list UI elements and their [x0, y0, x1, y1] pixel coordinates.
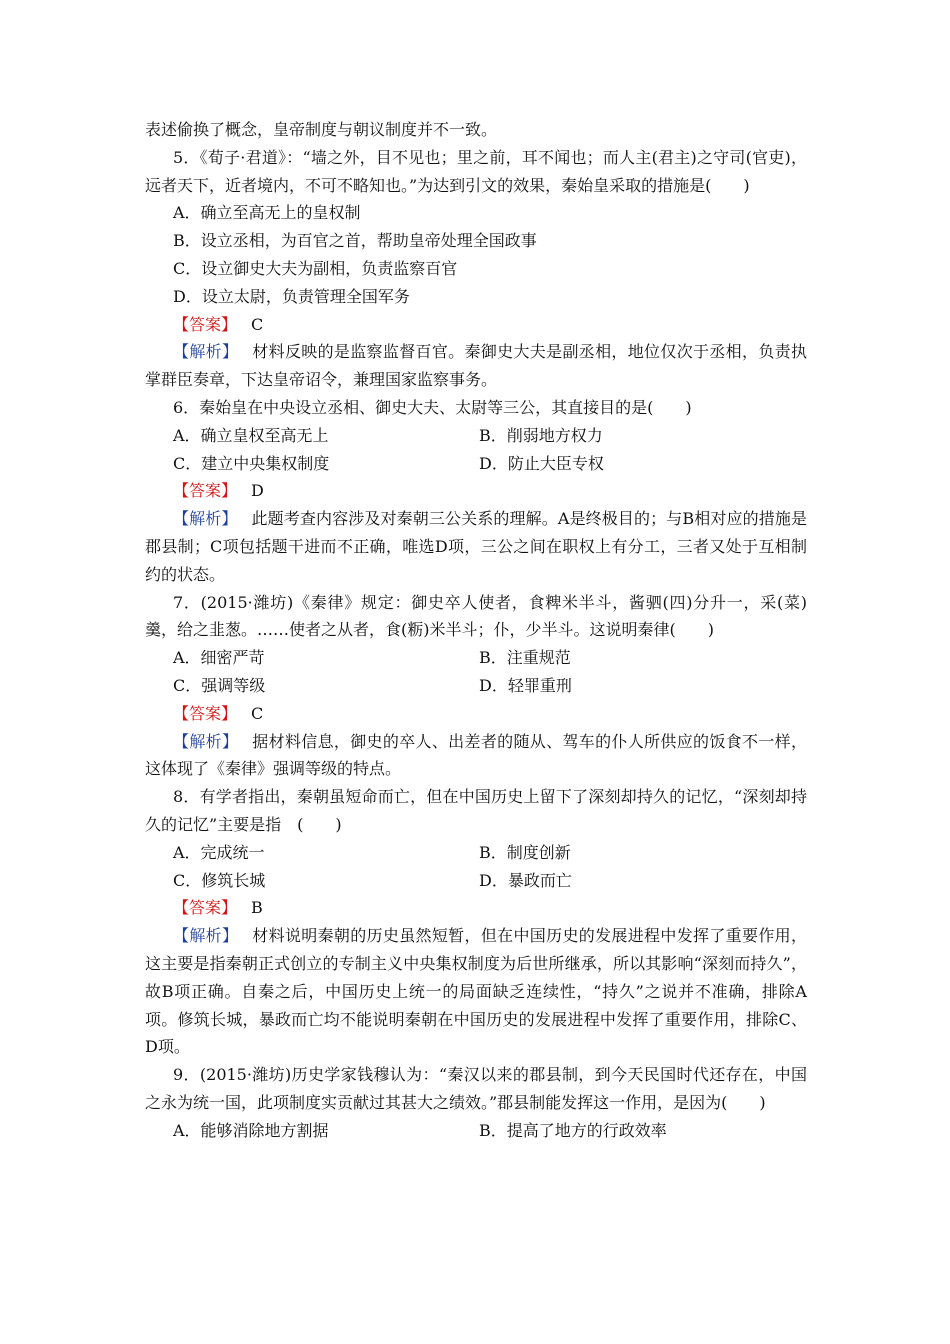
question-7-stem: 7．(2015·潍坊)《秦律》规定：御史卒人使者，食粺米半斗，酱驷(四)分升一，采(菜)羹，给之韭葱。……使者之从者，食(粝)米半斗；仆，少半斗。这说明秦律( )	[145, 592, 807, 640]
question-8-options-row-2	[145, 867, 807, 895]
question-7-option-a: A．细密严苛	[173, 648, 265, 668]
question-9-option-a: A．能够消除地方割据	[173, 1120, 329, 1140]
intro-text: 表述偷换了概念，皇帝制度与朝议制度并不一致。	[145, 120, 498, 139]
question-6-option-a: A．确立皇权至高无上	[173, 425, 329, 445]
question-5-option-d: D．设立太尉，负责管理全国军务	[173, 286, 410, 306]
document-page	[145, 116, 807, 1144]
question-6-explanation	[145, 505, 807, 588]
question-9-option-b: B．提高了地方的行政效率	[479, 1120, 667, 1140]
question-7-explanation	[145, 728, 807, 784]
question-7-options-row-1	[145, 644, 807, 672]
question-5-option-a: A．确立至高无上的皇权制	[173, 203, 361, 223]
explanation-text: 此题考查内容涉及对秦朝三公关系的理解。A是终极目的；与B相对应的措施是郡县制；C项包括题干进而不正确，唯选D项，三公之间在职权上有分工，三者又处于互相制约的状态。	[145, 509, 807, 584]
answer-tag: 【答案】	[173, 481, 238, 501]
explanation-tag: 【解析】	[173, 342, 239, 362]
question-8-option-c: C．修筑长城	[173, 870, 266, 890]
question-8-answer	[145, 894, 807, 922]
question-6-options-row-1	[145, 422, 807, 450]
explanation-text: 材料反映的是监察监督百官。秦御史大夫是副丞相，地位仅次于丞相，负责执掌群臣奏章，下达皇帝诏令，兼理国家监察事务。	[145, 342, 807, 390]
question-8-options-row-1	[145, 839, 807, 867]
answer-tag: 【答案】	[173, 898, 238, 918]
question-5-stem: 5．《荀子·君道》：“墙之外，目不见也；里之前，耳不闻也；而人主(君主)之守司(官吏)，远者天下，近者境内，不可不略知也。”为达到引文的效果，秦始皇采取的措施是( )	[145, 147, 807, 195]
question-7-option-c: C．强调等级	[173, 675, 266, 695]
answer-tag: 【答案】	[173, 314, 238, 334]
question-7-options-row-2	[145, 672, 807, 700]
question-5-option-b: B．设立丞相，为百官之首，帮助皇帝处理全国政事	[173, 231, 537, 251]
answer-value: C	[251, 314, 264, 334]
explanation-tag: 【解析】	[173, 926, 239, 946]
question-8-option-b: B．制度创新	[479, 842, 571, 862]
question-6-option-d: D．防止大臣专权	[479, 453, 604, 473]
question-5-explanation	[145, 338, 807, 394]
answer-value: D	[251, 481, 264, 501]
answer-value: B	[251, 898, 263, 918]
answer-value: C	[251, 703, 264, 723]
question-6-options-row-2	[145, 450, 807, 478]
explanation-tag: 【解析】	[173, 509, 238, 529]
question-7-answer	[145, 700, 807, 728]
question-5-answer	[145, 311, 807, 339]
question-8-explanation	[145, 922, 807, 1061]
question-6-answer	[145, 477, 807, 505]
answer-tag: 【答案】	[173, 703, 238, 723]
question-6-option-c: C．建立中央集权制度	[173, 453, 330, 473]
question-8-stem: 8．有学者指出，秦朝虽短命而亡，但在中国历史上留下了深刻却持久的记忆，“深刻却持久的记忆”主要是指 ( )	[145, 787, 807, 834]
explanation-tag: 【解析】	[173, 731, 239, 751]
question-7-option-b: B．注重规范	[479, 648, 571, 668]
explanation-text: 材料说明秦朝的历史虽然短暂，但在中国历史的发展进程中发挥了重要作用，这主要是指秦朝正式创立的专制主义中央集权制度为后世所继承，所以其影响“深刻而持久”，故B项正确。自秦之后，中国历史上统一的局面缺乏连续性，“持久”之说并不准确，排除A项。修筑长城，暴政而亡均不能说明秦朝在中国历史的发展进程中发挥了重要作用，排除C、D项。	[145, 926, 807, 1057]
question-8-option-a: A．完成统一	[173, 842, 265, 862]
question-8-option-d: D．暴政而亡	[479, 870, 572, 890]
question-7-option-d: D．轻罪重刑	[479, 675, 572, 695]
question-5-option-c: C．设立御史大夫为副相，负责监察百官	[173, 258, 458, 278]
question-6-option-b: B．削弱地方权力	[479, 425, 603, 445]
explanation-text: 据材料信息，御史的卒人、出差者的随从、驾车的仆人所供应的饭食不一样，这体现了《秦律》强调等级的特点。	[145, 731, 807, 779]
question-6-stem: 6．秦始皇在中央设立丞相、御史大夫、太尉等三公，其直接目的是( )	[173, 397, 692, 417]
question-9-options-row-1	[145, 1117, 807, 1145]
question-9-stem: 9．(2015·潍坊)历史学家钱穆认为：“秦汉以来的郡县制，到今天民国时代还存在，中国之永为统一国，此项制度实贡献过其甚大之绩效。”郡县制能发挥这一作用，是因为( )	[145, 1065, 807, 1112]
